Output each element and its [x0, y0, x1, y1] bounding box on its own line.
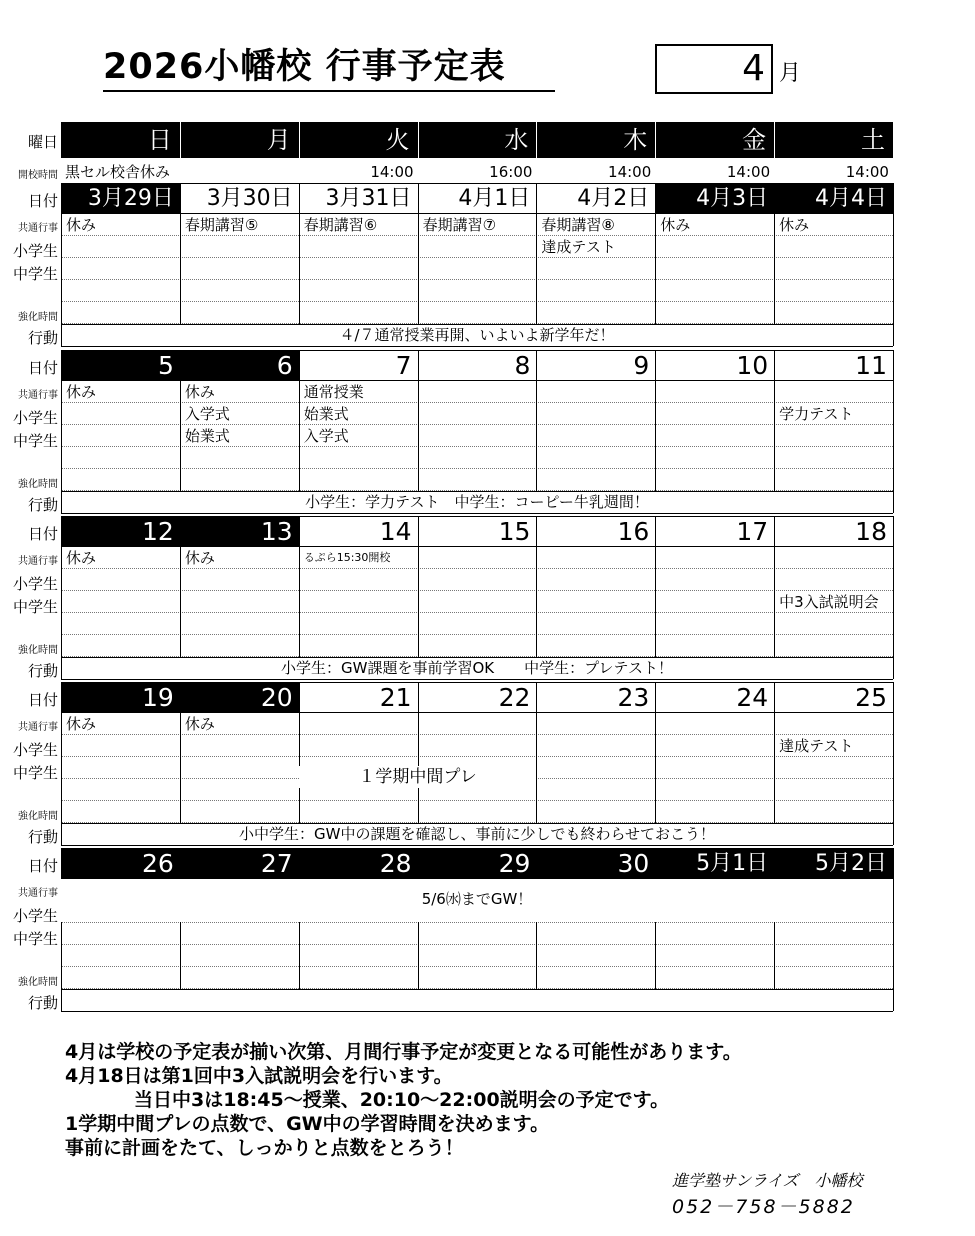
- date-cell: 16: [536, 517, 655, 546]
- grid-line: [893, 350, 894, 513]
- header-divider: [655, 122, 656, 158]
- row-label-date: 日付: [27, 857, 58, 875]
- action-bottom-line: [61, 513, 893, 514]
- event-item: 入学式: [184, 405, 230, 423]
- date-cell: 18: [774, 517, 893, 546]
- grid-line: [774, 183, 775, 324]
- action-bottom-line: [61, 1011, 893, 1012]
- grid-line: [61, 350, 62, 513]
- footer-line: 1学期中間プレの点数で、GW中の学習時間を決めます。: [65, 1113, 550, 1135]
- footer-line: 4月は学校の予定表が揃い次第、月間行事予定が変更となる可能性があります。: [65, 1041, 742, 1063]
- event-item: 学力テスト: [779, 405, 854, 423]
- grid-line: [61, 848, 62, 1011]
- week-top-line: [61, 682, 893, 683]
- week-top-line: [61, 848, 893, 849]
- opening-time-0: 黒セル校舎休み: [65, 163, 171, 181]
- date-cell: 26: [61, 849, 180, 878]
- event-row-line: [61, 612, 893, 613]
- opening-time-label: 開校時間: [18, 170, 58, 181]
- date-cell: 4月2日: [536, 184, 655, 213]
- date-cell: 28: [299, 849, 418, 878]
- footer-line: 4月18日は第1回中3入試説明会を行います。: [65, 1065, 453, 1087]
- weekday-3: 水: [504, 126, 529, 154]
- date-cell: 8: [418, 351, 537, 380]
- event-row-line: [61, 257, 893, 258]
- date-cell: 5月2日: [774, 849, 893, 878]
- event-item: 春期講習⑦: [422, 216, 497, 234]
- date-cell: 3月29日: [61, 184, 180, 213]
- event-item: 休み: [779, 216, 810, 234]
- event-item: 春期講習⑤: [184, 216, 259, 234]
- row-label-elementary: 小学生: [12, 907, 58, 925]
- action-note: 小中学生：GW中の課題を確認し、事前に少しでも終わらせておこう！: [238, 825, 715, 843]
- event-item: 達成テスト: [541, 238, 616, 256]
- date-cell: 22: [418, 683, 537, 712]
- grid-line: [536, 682, 537, 823]
- date-cell: 4月1日: [418, 184, 537, 213]
- event-row-line: [61, 756, 893, 757]
- weekday-row-label: 曜日: [27, 133, 58, 151]
- month-box: 4: [655, 44, 773, 94]
- row-label-elementary: 小学生: [12, 575, 58, 593]
- date-bottom-line: [61, 380, 893, 381]
- row-label-action: 行動: [27, 994, 58, 1012]
- event-item: 休み: [66, 715, 97, 733]
- date-cell: 10: [655, 351, 774, 380]
- event-item: 始業式: [303, 405, 349, 423]
- footer-line: 事前に計画をたて、しっかりと点数をとろう！: [65, 1137, 464, 1159]
- date-cell: 23: [536, 683, 655, 712]
- weekday-0: 日: [147, 126, 172, 154]
- date-cell: 5月1日: [655, 849, 774, 878]
- header-divider: [774, 122, 775, 158]
- weekday-6: 土: [860, 126, 885, 154]
- date-cell: 27: [180, 849, 299, 878]
- event-row-line: [61, 424, 893, 425]
- weekday-5: 金: [742, 126, 767, 154]
- week-top-line: [61, 350, 893, 351]
- action-note: ４/７通常授業再開、いよいよ新学年だ！: [339, 326, 615, 344]
- date-cell: 4月3日: [655, 184, 774, 213]
- grid-line: [418, 183, 419, 324]
- span-note: 5/6㈬までGW！: [421, 890, 533, 908]
- event-row-line: [61, 800, 893, 801]
- opening-time-4: 14:00: [608, 163, 652, 181]
- event-row-line: [61, 568, 893, 569]
- grid-line: [655, 682, 656, 823]
- row-label-study: 強化時間: [18, 645, 58, 656]
- row-label-date: 日付: [27, 192, 58, 210]
- row-label-common: 共通行事: [18, 223, 58, 234]
- row-label-elementary: 小学生: [12, 741, 58, 759]
- row-label-study: 強化時間: [18, 312, 58, 323]
- grid-line: [536, 350, 537, 491]
- row-label-elementary: 小学生: [12, 409, 58, 427]
- header-divider: [418, 122, 419, 158]
- footer-line: 当日中3は18:45～授業、20:10～22:00説明会の予定です。: [134, 1089, 670, 1111]
- weekday-1: 月: [266, 126, 291, 154]
- opening-time-3: 16:00: [489, 163, 533, 181]
- event-row-line: [61, 590, 893, 591]
- date-cell: 19: [61, 683, 180, 712]
- opening-time-2: 14:00: [370, 163, 414, 181]
- month-unit-label: 月: [779, 61, 802, 86]
- row-label-common: 共通行事: [18, 722, 58, 733]
- row-label-date: 日付: [27, 525, 58, 543]
- row-label-date: 日付: [27, 691, 58, 709]
- event-item: 春期講習⑧: [541, 216, 615, 234]
- event-item: 休み: [66, 549, 97, 567]
- grid-line: [299, 516, 300, 657]
- event-item: 休み: [184, 549, 215, 567]
- grid-line: [893, 682, 894, 845]
- row-label-common: 共通行事: [18, 556, 58, 567]
- row-label-junior: 中学生: [12, 598, 58, 616]
- date-bottom-line: [61, 213, 893, 214]
- grid-line: [893, 183, 894, 346]
- week-top-line: [61, 183, 893, 184]
- opening-time-5: 14:00: [726, 163, 771, 181]
- row-label-junior: 中学生: [12, 930, 58, 948]
- action-bottom-line: [61, 346, 893, 347]
- grid-line: [299, 682, 300, 823]
- phone-number: 052－758－5882: [672, 1196, 855, 1218]
- grid-line: [180, 183, 181, 324]
- grid-line: [655, 516, 656, 657]
- event-row-line: [61, 402, 893, 403]
- date-cell: 24: [655, 683, 774, 712]
- grid-line: [418, 516, 419, 657]
- event-item: 休み: [184, 715, 215, 733]
- event-item: 休み: [184, 383, 215, 401]
- event-item: るぷら15:30開校: [303, 551, 391, 564]
- row-label-common: 共通行事: [18, 390, 58, 401]
- date-cell: 14: [299, 517, 418, 546]
- weekday-2: 火: [385, 126, 410, 154]
- row-label-date: 日付: [27, 359, 58, 377]
- event-item: 中3入試説明会: [779, 593, 879, 611]
- event-row-line: [61, 235, 893, 236]
- date-cell: 13: [180, 517, 299, 546]
- action-bottom-line: [61, 679, 893, 680]
- grid-line: [180, 682, 181, 823]
- event-row-line: [61, 301, 893, 302]
- date-cell: 11: [774, 351, 893, 380]
- grid-line: [418, 682, 419, 823]
- opening-time-6: 14:00: [845, 163, 889, 181]
- header-divider: [180, 122, 181, 158]
- weekday-4: 木: [623, 126, 648, 154]
- action-note: 小学生：学力テスト 中学生：コーピー牛乳週間！: [305, 493, 649, 511]
- row-label-elementary: 小学生: [12, 242, 58, 260]
- row-label-action: 行動: [27, 496, 58, 514]
- date-cell: 4月4日: [774, 184, 893, 213]
- event-item: 通常授業: [303, 383, 364, 401]
- event-row-line: [61, 922, 893, 923]
- date-cell: 5: [61, 351, 180, 380]
- row-label-study: 強化時間: [18, 977, 58, 988]
- date-bottom-line: [61, 712, 893, 713]
- date-cell: 29: [418, 849, 537, 878]
- grid-line: [536, 516, 537, 657]
- date-cell: 21: [299, 683, 418, 712]
- event-row-line: [61, 279, 893, 280]
- event-item: 休み: [660, 216, 691, 234]
- action-bottom-line: [61, 845, 893, 846]
- date-cell: 20: [180, 683, 299, 712]
- row-label-action: 行動: [27, 329, 58, 347]
- row-label-study: 強化時間: [18, 811, 58, 822]
- event-item: 休み: [66, 216, 97, 234]
- grid-line: [655, 350, 656, 491]
- row-label-junior: 中学生: [12, 764, 58, 782]
- date-cell: 3月31日: [299, 184, 418, 213]
- span-note: １学期中間プレ: [299, 766, 537, 788]
- event-row-line: [61, 966, 893, 967]
- header-divider: [299, 122, 300, 158]
- event-row-line: [61, 944, 893, 945]
- row-label-study: 強化時間: [18, 479, 58, 490]
- event-row-line: [61, 446, 893, 447]
- grid-line: [299, 183, 300, 324]
- event-row-line: [61, 634, 893, 635]
- date-cell: 17: [655, 517, 774, 546]
- row-label-junior: 中学生: [12, 432, 58, 450]
- date-cell: 3月30日: [180, 184, 299, 213]
- event-row-line: [61, 468, 893, 469]
- header-divider: [536, 122, 537, 158]
- date-cell: 12: [61, 517, 180, 546]
- action-note: 小学生：GW課題を事前学習OK 中学生：プレテスト！: [281, 659, 673, 677]
- date-cell: 30: [536, 849, 655, 878]
- grid-line: [61, 516, 62, 679]
- row-label-action: 行動: [27, 662, 58, 680]
- grid-line: [893, 848, 894, 1011]
- grid-line: [774, 516, 775, 657]
- action-top-line: [61, 989, 893, 990]
- grid-line: [180, 516, 181, 657]
- org-name: 進学塾サンライズ 小幡校: [672, 1171, 863, 1190]
- grid-line: [61, 682, 62, 845]
- row-label-common: 共通行事: [18, 888, 58, 899]
- row-label-action: 行動: [27, 828, 58, 846]
- date-cell: 7: [299, 351, 418, 380]
- event-row-line: [61, 734, 893, 735]
- date-cell: 9: [536, 351, 655, 380]
- event-item: 始業式: [184, 427, 230, 445]
- event-item: 春期講習⑥: [303, 216, 378, 234]
- date-cell: 15: [418, 517, 537, 546]
- event-item: 休み: [66, 383, 97, 401]
- event-item: 達成テスト: [779, 737, 854, 755]
- week-top-line: [61, 516, 893, 517]
- row-label-junior: 中学生: [12, 265, 58, 283]
- date-bottom-line: [61, 546, 893, 547]
- event-item: 入学式: [303, 427, 349, 445]
- page-title: 2026小幡校 行事予定表: [103, 44, 555, 92]
- grid-line: [61, 183, 62, 346]
- date-cell: 25: [774, 683, 893, 712]
- date-cell: 6: [180, 351, 299, 380]
